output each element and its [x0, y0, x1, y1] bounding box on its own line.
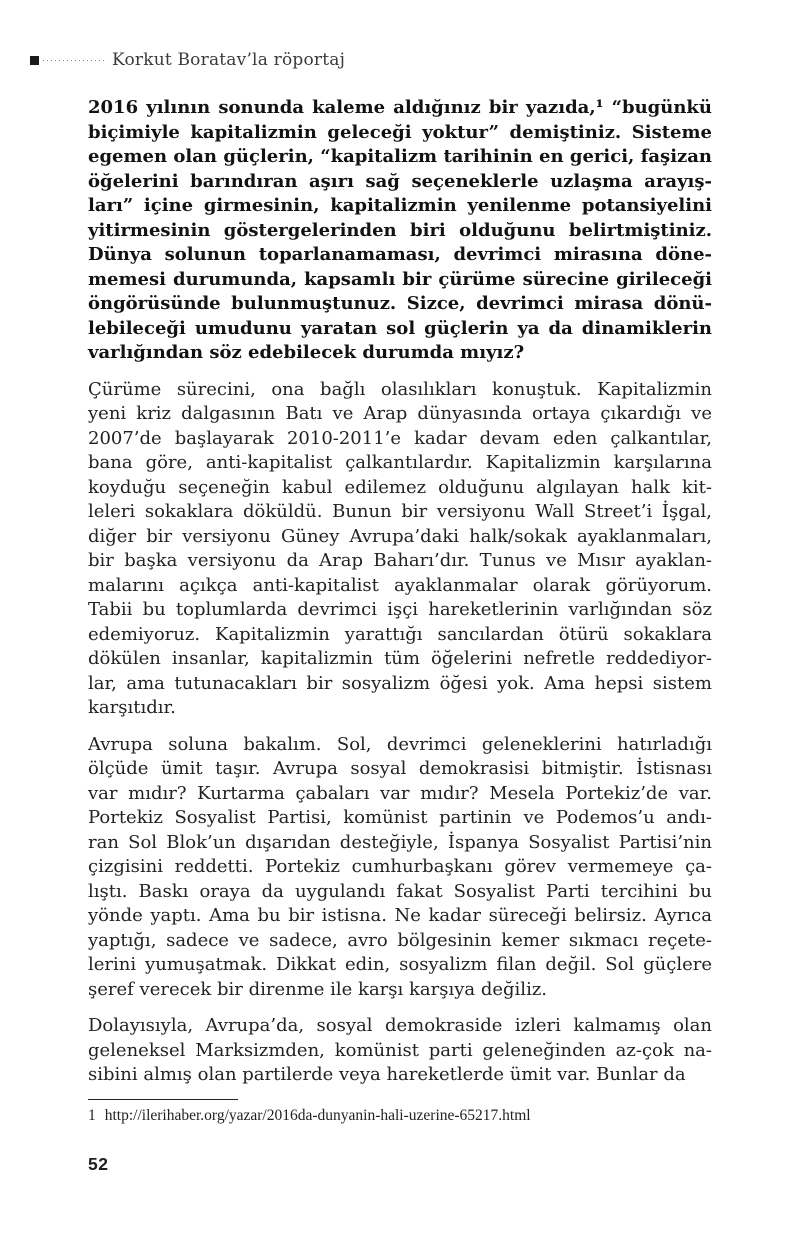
text-line: yeni kriz dalgasının Batı ve Arap dünyasında ortaya çıkardığı ve: [88, 403, 712, 424]
text-line: var mıdır? Kurtarma çabaları var mıdır? Mesela Portekiz’de var.: [88, 782, 712, 804]
dotted-leader: [43, 60, 105, 61]
text-line: leleri sokaklara döküldü. Bunun bir versiyonu Wall Street’i İşgal,: [88, 501, 712, 522]
text-line: lebileceği umudunu yaratan sol güçlerin ya da dinamiklerin: [88, 317, 712, 339]
text-line: koyduğu seçeneğin kabul edilemez olduğunu algılayan halk kit-: [88, 476, 712, 498]
text-line: ları” içine girmesinin, kapitalizmin yenilenme potansiyelini: [88, 195, 712, 216]
text-line: öğelerini barındıran aşırı sağ seçeneklerle uzlaşma arayış-: [88, 170, 712, 192]
text-line: Dolayısıyla, Avrupa’da, sosyal demokraside izleri kalmamış olan: [88, 1015, 712, 1036]
text-line: 2016 yılının sonunda kaleme aldığınız bir yazıda,¹ “bugünkü: [88, 97, 712, 118]
text-line: lıştı. Baskı oraya da uygulandı fakat Sosyalist Parti tercihini bu: [88, 880, 712, 902]
question-paragraph: [88, 96, 712, 366]
text-line: bir başka versiyonu da Arap Baharı’dır. Tunus ve Mısır ayaklan-: [88, 550, 712, 571]
running-header: [30, 50, 345, 70]
text-line: öngörüsünde bulunmuştunuz. Sizce, devrimci mirasa dönü-: [88, 293, 712, 314]
text-line: memesi durumunda, kapsamlı bir çürüme sürecine girileceği: [88, 268, 712, 290]
text-line: yaptığı, sadece ve sadece, avro bölgesinin kemer sıkmacı reçete-: [88, 929, 712, 951]
text-line: bana göre, anti-kapitalist çalkantılardır. Kapitalizmin karşılarına: [88, 452, 712, 473]
text-line: 2007’de başlayarak 2010-2011’e kadar devam eden çalkantılar,: [88, 427, 712, 449]
page-number: 52: [88, 1154, 109, 1174]
text-line: diğer bir versiyonu Güney Avrupa’daki halk/sokak ayaklanmaları,: [88, 525, 712, 547]
text-line: geleneksel Marksizmden, komünist parti geleneğinden az-çok na-: [88, 1039, 712, 1061]
answer-paragraph: [88, 378, 712, 721]
footnote: [88, 1099, 712, 1125]
text-line: dökülen insanlar, kapitalizmin tüm öğelerini nefretle reddediyor-: [88, 648, 712, 669]
text-line: yitirmesinin göstergelerinden biri olduğunu belirtmiştiniz.: [88, 219, 712, 241]
text-line: Tabii bu toplumlarda devrimci işçi hareketlerinin varlığından söz: [88, 599, 712, 620]
text-line: varlığından söz edebilecek durumda mıyız?: [88, 342, 525, 363]
text-line: lar, ama tutunacakları bir sosyalizm öğesi yok. Ama hepsi sistem: [88, 672, 712, 694]
text-line: Çürüme sürecini, ona bağlı olasılıkları konuştuk. Kapitalizmin: [88, 378, 712, 400]
square-bullet-icon: [30, 56, 39, 65]
text-line: sibini almış olan partilerde veya hareketlerde ümit var. Bunlar da: [88, 1064, 686, 1085]
footnote-rule: [88, 1099, 238, 1100]
text-line: karşıtıdır.: [88, 697, 176, 718]
text-line: ölçüde ümit taşır. Avrupa sosyal demokrasisi bitmiştir. İstisnası: [88, 758, 712, 779]
text-line: Portekiz Sosyalist Partisi, komünist partinin ve Podemos’u andı-: [88, 807, 712, 828]
text-line: biçimiyle kapitalizmin geleceği yoktur” demiştiniz. Sisteme: [88, 121, 712, 143]
text-line: Avrupa soluna bakalım. Sol, devrimci geleneklerini hatırladığı: [88, 733, 712, 755]
footnote-url: http://ilerihaber.org/yazar/2016da-dunyanin-hali-uzerine-65217.html: [104, 1107, 531, 1124]
answer-paragraph: [88, 1014, 712, 1088]
running-header-title: Korkut Boratav’la röportaj: [112, 50, 346, 70]
answer-paragraph: [88, 733, 712, 1003]
text-line: Dünya solunun toparlanamaması, devrimci mirasına döne-: [88, 244, 712, 265]
text-line: şeref verecek bir direnme ile karşı karşıya değiliz.: [88, 978, 548, 1000]
text-line: yönde yaptı. Ama bu bir istisna. Ne kadar süreceği belirsiz. Ayrıca: [88, 905, 712, 926]
text-line: çizgisini reddetti. Portekiz cumhurbaşkanı görev vermemeye ça-: [88, 856, 712, 877]
text-content: [88, 96, 712, 1100]
answer-paragraphs: [88, 378, 712, 1088]
footnote-marker: 1: [88, 1107, 96, 1124]
footnote-entry: [88, 1107, 712, 1125]
text-line: edemiyoruz. Kapitalizmin yarattığı sancılardan ötürü sokaklara: [88, 623, 712, 645]
text-line: lerini yumuşatmak. Dikkat edin, sosyalizm filan değil. Sol güçlere: [88, 954, 712, 975]
text-line: ran Sol Blok’un dışarıdan desteğiyle, İspanya Sosyalist Partisi’nin: [88, 831, 712, 853]
text-line: egemen olan güçlerin, “kapitalizm tarihinin en gerici, faşizan: [88, 146, 712, 167]
text-line: malarını açıkça anti-kapitalist ayaklanmalar olarak görüyorum.: [88, 574, 712, 596]
